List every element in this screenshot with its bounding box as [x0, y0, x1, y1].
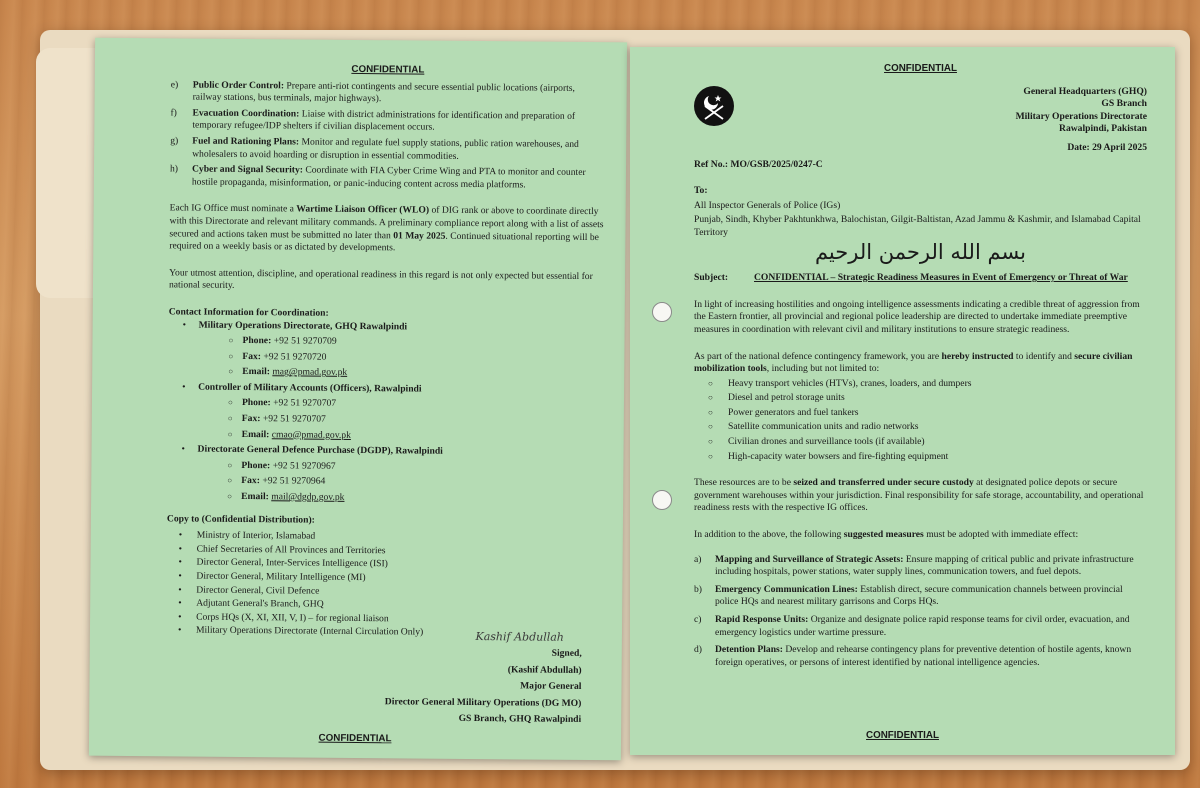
circle-bullet-icon: ○: [227, 398, 233, 408]
list-item: ○ Power generators and fuel tankers: [708, 406, 859, 418]
circle-bullet-icon: ○: [708, 378, 713, 388]
bismillah-calligraphy: بسم الله الرحمن الرحيم: [814, 239, 1027, 264]
subject-line: Subject: CONFIDENTIAL – Strategic Readiness Measures in Event of Emergency or Threat of War: [694, 272, 1128, 284]
recipients: To: All Inspector Generals of Police (IGs) Punjab, Sindh, Khyber Pakhtunkhwa, Balochistan, Gilgit-Baltistan, Azad Jammu & Kashmir, and Islamabad Capital Territory: [694, 185, 1141, 238]
measures-intro: In addition to the above, the following suggested measures must be adopted with immediate effect:: [694, 529, 1079, 541]
page-left: [89, 38, 627, 761]
copy-heading: Copy to (Confidential Distribution):: [166, 512, 315, 526]
custody-paragraph: These resources are to be seized and transferred under secure custody at designated police depots or secure government warehouses within your jurisdiction. Final responsibility for safe storage, accountability, and operational readiness rests with the respective IG offices.: [694, 477, 1144, 514]
contact-list: [181, 319, 603, 507]
list-item: d) Detention Plans: Develop and rehearse contingency plans for preventive detention of hostile agents, known foreign operatives, or persons of interest identified by national intelligence agencies.: [694, 644, 1132, 668]
contact-entry: • Controller of Military Accounts (Officers), Rawalpindi ○ Phone: +92 51 9270707 ○ Fax: +92 51 9270707 ○ Email: cmao@pmad.gov.pk: [182, 381, 422, 441]
letterhead: [694, 86, 1147, 136]
contact-heading: Contact Information for Coordination:: [168, 306, 329, 319]
circle-bullet-icon: ○: [708, 451, 713, 461]
letter-date: Date: 29 April 2025: [1067, 141, 1147, 153]
list-item: ○ Diesel and petrol storage units: [708, 392, 845, 404]
list-item: • Director General, Inter-Services Intelligence (ISI): [178, 556, 388, 570]
bullet-icon: •: [178, 543, 183, 555]
circle-bullet-icon: ○: [227, 491, 233, 501]
list-item: • Adjutant General's Branch, GHQ: [178, 597, 324, 610]
email-link[interactable]: mail@dgdp.gov.pk: [271, 491, 345, 503]
list-item: ○ Satellite communication units and radio networks: [708, 421, 919, 433]
punch-hole: [652, 302, 672, 322]
circle-bullet-icon: ○: [708, 407, 713, 417]
bullet-icon: •: [178, 529, 183, 541]
list-item: h) Cyber and Signal Security: Coordinate with FIA Cyber Crime Wing and PTA to monitor and counter hostile propaganda, misinformation, or panic-inducing content across media platforms.: [169, 163, 586, 191]
list-item: c) Rapid Response Units: Organize and designate police rapid response teams for civil order, evacuation, and emergency logistics under wartime pressure.: [694, 614, 1130, 638]
tools-list: [708, 378, 1147, 464]
punch-hole: [652, 490, 672, 510]
intro-paragraph: In light of increasing hostilities and ongoing intelligence assessments indicating a credible threat of aggression from the Eastern frontier, all provincial and regional police leadership are directed to undertake immediate preemptive measures in coordination with relevant civil and military institutions to ensure strategic readiness.: [694, 298, 1140, 335]
list-item: • Corps HQs (X, XI, XII, V, I) – for regional liaison: [178, 611, 389, 625]
bullet-icon: •: [182, 381, 186, 393]
signature-block: Signed, (Kashif Abdullah) Major General Director General Military Operations (DG MO) GS Branch, GHQ Rawalpindi: [384, 647, 582, 726]
confidential-footer-right: CONFIDENTIAL: [866, 730, 939, 742]
bullet-icon: •: [178, 611, 182, 623]
list-item: ○ Heavy transport vehicles (HTVs), cranes, loaders, and dumpers: [708, 377, 972, 389]
list-item: g) Fuel and Rationing Plans: Monitor and regulate fuel supply stations, public ration warehouses, and wholesalers to avoid hoarding or disruption in essential commodities.: [170, 135, 579, 162]
reference-number: Ref No.: MO/GSB/2025/0247-C: [694, 158, 823, 170]
circle-bullet-icon: ○: [227, 413, 233, 423]
bullet-icon: •: [181, 443, 185, 455]
bullet-icon: •: [177, 624, 182, 636]
ghq-address: General Headquarters (GHQ) GS Branch Military Operations Directorate Rawalpindi, Pakistan: [1015, 85, 1147, 135]
circle-bullet-icon: ○: [708, 393, 713, 403]
circle-bullet-icon: ○: [227, 476, 233, 486]
circle-bullet-icon: ○: [228, 351, 234, 361]
email-link[interactable]: mag@pmad.gov.pk: [272, 366, 348, 379]
left-items: [170, 79, 605, 193]
instruction-paragraph: As part of the national defence contingency framework, you are hereby instructed to identify and secure civilian mobilization tools, including but not limited to:: [694, 350, 1133, 375]
list-item: e) Public Order Control: Prepare anti-riot contingents and secure essential public locations (airports, railway stations, bus terminals, major highways).: [170, 78, 576, 105]
army-emblem-icon: [694, 86, 734, 126]
list-item: ○ Civilian drones and surveillance tools (if available): [708, 436, 925, 448]
bullet-icon: •: [178, 556, 182, 568]
list-item: a) Mapping and Surveillance of Strategic Assets: Ensure mapping of critical public and private infrastructure including hospitals, power stations, water supply lines, communication towers, and fuel depots.: [694, 553, 1134, 578]
list-item: • Military Operations Directorate (Internal Circulation Only): [177, 624, 424, 638]
circle-bullet-icon: ○: [708, 437, 713, 447]
measures-list: [694, 554, 1147, 670]
circle-bullet-icon: ○: [227, 429, 233, 439]
list-item: f) Evacuation Coordination: Liaise with district administrations for identification and preparation of temporary refugee/IDP shelters if civilian displacement occurs.: [170, 107, 576, 134]
circle-bullet-icon: ○: [708, 422, 713, 432]
attention-paragraph: Your utmost attention, discipline, and operational readiness in this regard is not only expected but essential for national security.: [168, 267, 593, 292]
list-item: • Chief Secretaries of All Provinces and Territories: [178, 543, 386, 557]
list-item: ○ High-capacity water bowsers and fire-fighting equipment: [708, 450, 949, 462]
bullet-icon: •: [182, 318, 187, 330]
list-item: • Director General, Civil Defence: [178, 584, 320, 597]
circle-bullet-icon: ○: [228, 367, 234, 377]
page-right: [630, 47, 1175, 755]
contact-entry: • Military Operations Directorate, GHQ Rawalpindi ○ Phone: +92 51 9270709 ○ Fax: +92 51 9270720 ○ Email: mag@pmad.gov.pk: [182, 318, 408, 379]
email-link[interactable]: cmao@pmad.gov.pk: [271, 428, 351, 441]
copy-list: [178, 530, 601, 641]
bullet-icon: •: [178, 570, 182, 582]
bullet-icon: •: [178, 584, 182, 596]
contact-entry: • Directorate General Defence Purchase (DGDP), Rawalpindi ○ Phone: +92 51 9270967 ○ Fax: +92 51 9270964 ○ Email: mail@dgdp.gov.pk: [181, 443, 443, 503]
handwritten-signature: Kashif Abdullah: [475, 630, 564, 644]
confidential-header-right: CONFIDENTIAL: [884, 63, 957, 74]
circle-bullet-icon: ○: [228, 335, 234, 346]
confidential-header-left: CONFIDENTIAL: [351, 63, 425, 76]
list-item: • Ministry of Interior, Islamabad: [178, 529, 316, 542]
wlo-paragraph: Each IG Office must nominate a Wartime Liaison Officer (WLO) of DIG rank or above to coordinate directly with this Directorate and relevant military commands. A preliminary compliance report along with a list of assets secured and actions taken must be submitted no later than 01 May 2025. Continued situational reporting will be required on a weekly basis or as dictated by developments.: [169, 202, 604, 254]
bullet-icon: •: [178, 597, 182, 609]
list-item: b) Emergency Communication Lines: Establish direct, secure communication channels between provincial police HQs and nearest military garrisons and Corps HQs.: [694, 583, 1123, 608]
list-item: • Director General, Military Intelligence (MI): [178, 570, 366, 584]
circle-bullet-icon: ○: [227, 460, 233, 470]
confidential-footer-left: CONFIDENTIAL: [318, 733, 392, 745]
